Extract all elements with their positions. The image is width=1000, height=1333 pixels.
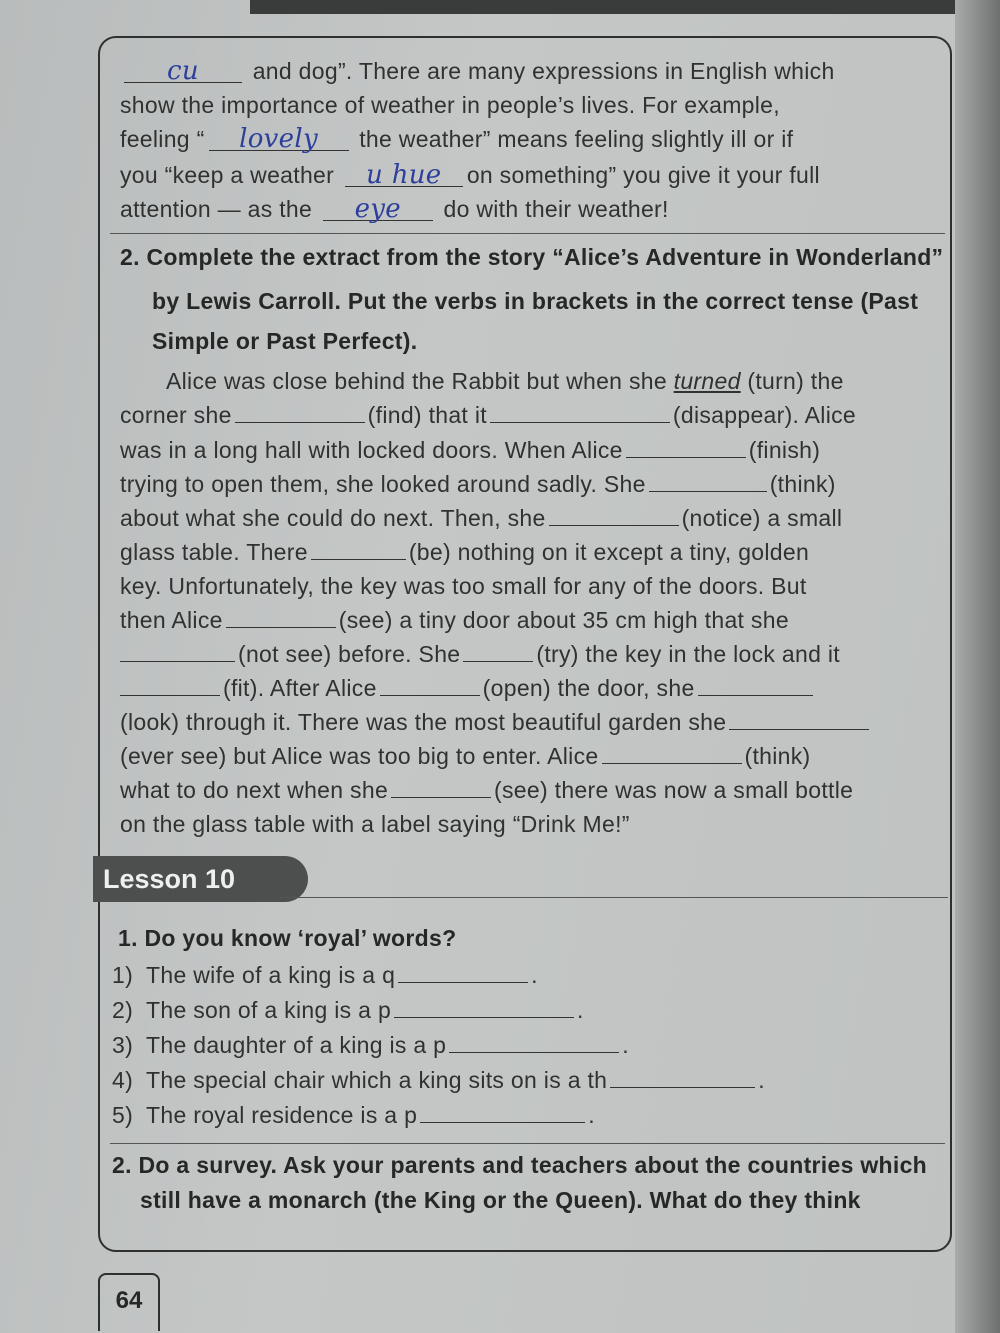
handwritten-answer-1[interactable]: cu [124, 60, 242, 83]
handwritten-answer-4[interactable]: eye [323, 198, 433, 221]
text-line-4: you “keep a weather u hue on something” you give it your full [120, 160, 820, 190]
royal-item-1: 1) The wife of a king is a q . [112, 962, 538, 988]
answer-blank[interactable] [120, 641, 235, 662]
section-divider [110, 233, 945, 234]
royal-item-2: 2) The son of a king is a p . [112, 997, 584, 1023]
survey-task-line1: 2. Do a survey. Ask your parents and teachers about the countries which [112, 1152, 928, 1178]
handwritten-answer-3[interactable]: u hue [345, 164, 463, 187]
answer-blank[interactable] [490, 402, 670, 423]
story-line-2: corner she (find) that it (disappear). Alice [120, 402, 857, 428]
text-line-1 [120, 58, 835, 85]
answer-blank[interactable] [729, 709, 869, 730]
story-line-5: about what she could do next. Then, she (notice) a small [120, 505, 843, 531]
story-line-10: (fit). After Alice (open) the door, she [120, 675, 816, 702]
example-answer: turned [673, 368, 741, 394]
task2-heading-line3: Simple or Past Perfect). [152, 328, 418, 354]
text-line-5: attention — as the eye do with their weather! [120, 194, 669, 224]
task2-heading-line1: 2. Complete the extract from the story “Alice’s Adventure in Wonderland” [120, 244, 944, 270]
answer-blank[interactable] [549, 505, 679, 526]
story-line-11: (look) through it. There was the most beautiful garden she [120, 709, 872, 736]
answer-blank[interactable] [649, 471, 767, 492]
answer-blank[interactable] [226, 607, 336, 628]
answer-blank[interactable] [120, 675, 220, 696]
answer-blank[interactable] [610, 1067, 755, 1088]
answer-blank[interactable] [602, 743, 742, 764]
answer-blank[interactable] [463, 641, 533, 662]
story-line-6: glass table. There (be) nothing on it except a tiny, golden [120, 539, 810, 565]
story-line-9: (not see) before. She (try) the key in the lock and it [120, 641, 840, 668]
answer-blank[interactable] [626, 437, 746, 458]
answer-blank[interactable] [449, 1032, 619, 1053]
section-divider [110, 1143, 945, 1144]
text-line-2: show the importance of weather in people’s lives. For example, [120, 92, 780, 118]
task1-heading: 1. Do you know ‘royal’ words? [118, 925, 457, 951]
answer-blank[interactable] [235, 402, 365, 423]
answer-blank[interactable] [698, 675, 813, 696]
story-line-1: Alice was close behind the Rabbit but when she turned (turn) the [166, 368, 844, 394]
story-line-7: key. Unfortunately, the key was too small for any of the doors. But [120, 573, 807, 599]
text-line-3: feeling “ lovely the weather” means feeling slightly ill or if [120, 124, 794, 154]
page-number: 64 [98, 1273, 160, 1331]
story-line-4: trying to open them, she looked around sadly. She (think) [120, 471, 836, 497]
answer-blank[interactable] [394, 997, 574, 1018]
story-line-12: (ever see) but Alice was too big to enter. Alice (think) [120, 743, 811, 769]
survey-task-line2: still have a monarch (the King or the Queen). What do they think [140, 1187, 861, 1213]
answer-blank[interactable] [311, 539, 406, 560]
task2-heading-line2: by Lewis Carroll. Put the verbs in brackets in the correct tense (Past [152, 288, 919, 314]
story-line-13: what to do next when she (see) there was now a small bottle [120, 777, 854, 803]
lesson-divider [280, 897, 948, 898]
royal-item-3: 3) The daughter of a king is a p . [112, 1032, 629, 1058]
royal-item-5: 5) The royal residence is a p . [112, 1102, 595, 1128]
answer-blank[interactable] [420, 1102, 585, 1123]
answer-blank[interactable] [380, 675, 480, 696]
story-line-8: then Alice (see) a tiny door about 35 cm high that she [120, 607, 789, 633]
royal-item-4: 4) The special chair which a king sits on is a th . [112, 1067, 765, 1093]
page-shadow [955, 0, 1000, 1333]
lesson-title-tab: Lesson 10 [93, 856, 308, 902]
dark-edge [250, 0, 1000, 14]
story-line-14: on the glass table with a label saying “Drink Me!” [120, 811, 630, 837]
handwritten-answer-2[interactable]: lovely [209, 128, 349, 151]
answer-blank[interactable] [398, 962, 528, 983]
line-text: and dog”. There are many expressions in English which [252, 58, 835, 84]
story-line-3: was in a long hall with locked doors. When Alice (finish) [120, 437, 821, 463]
answer-blank[interactable] [391, 777, 491, 798]
